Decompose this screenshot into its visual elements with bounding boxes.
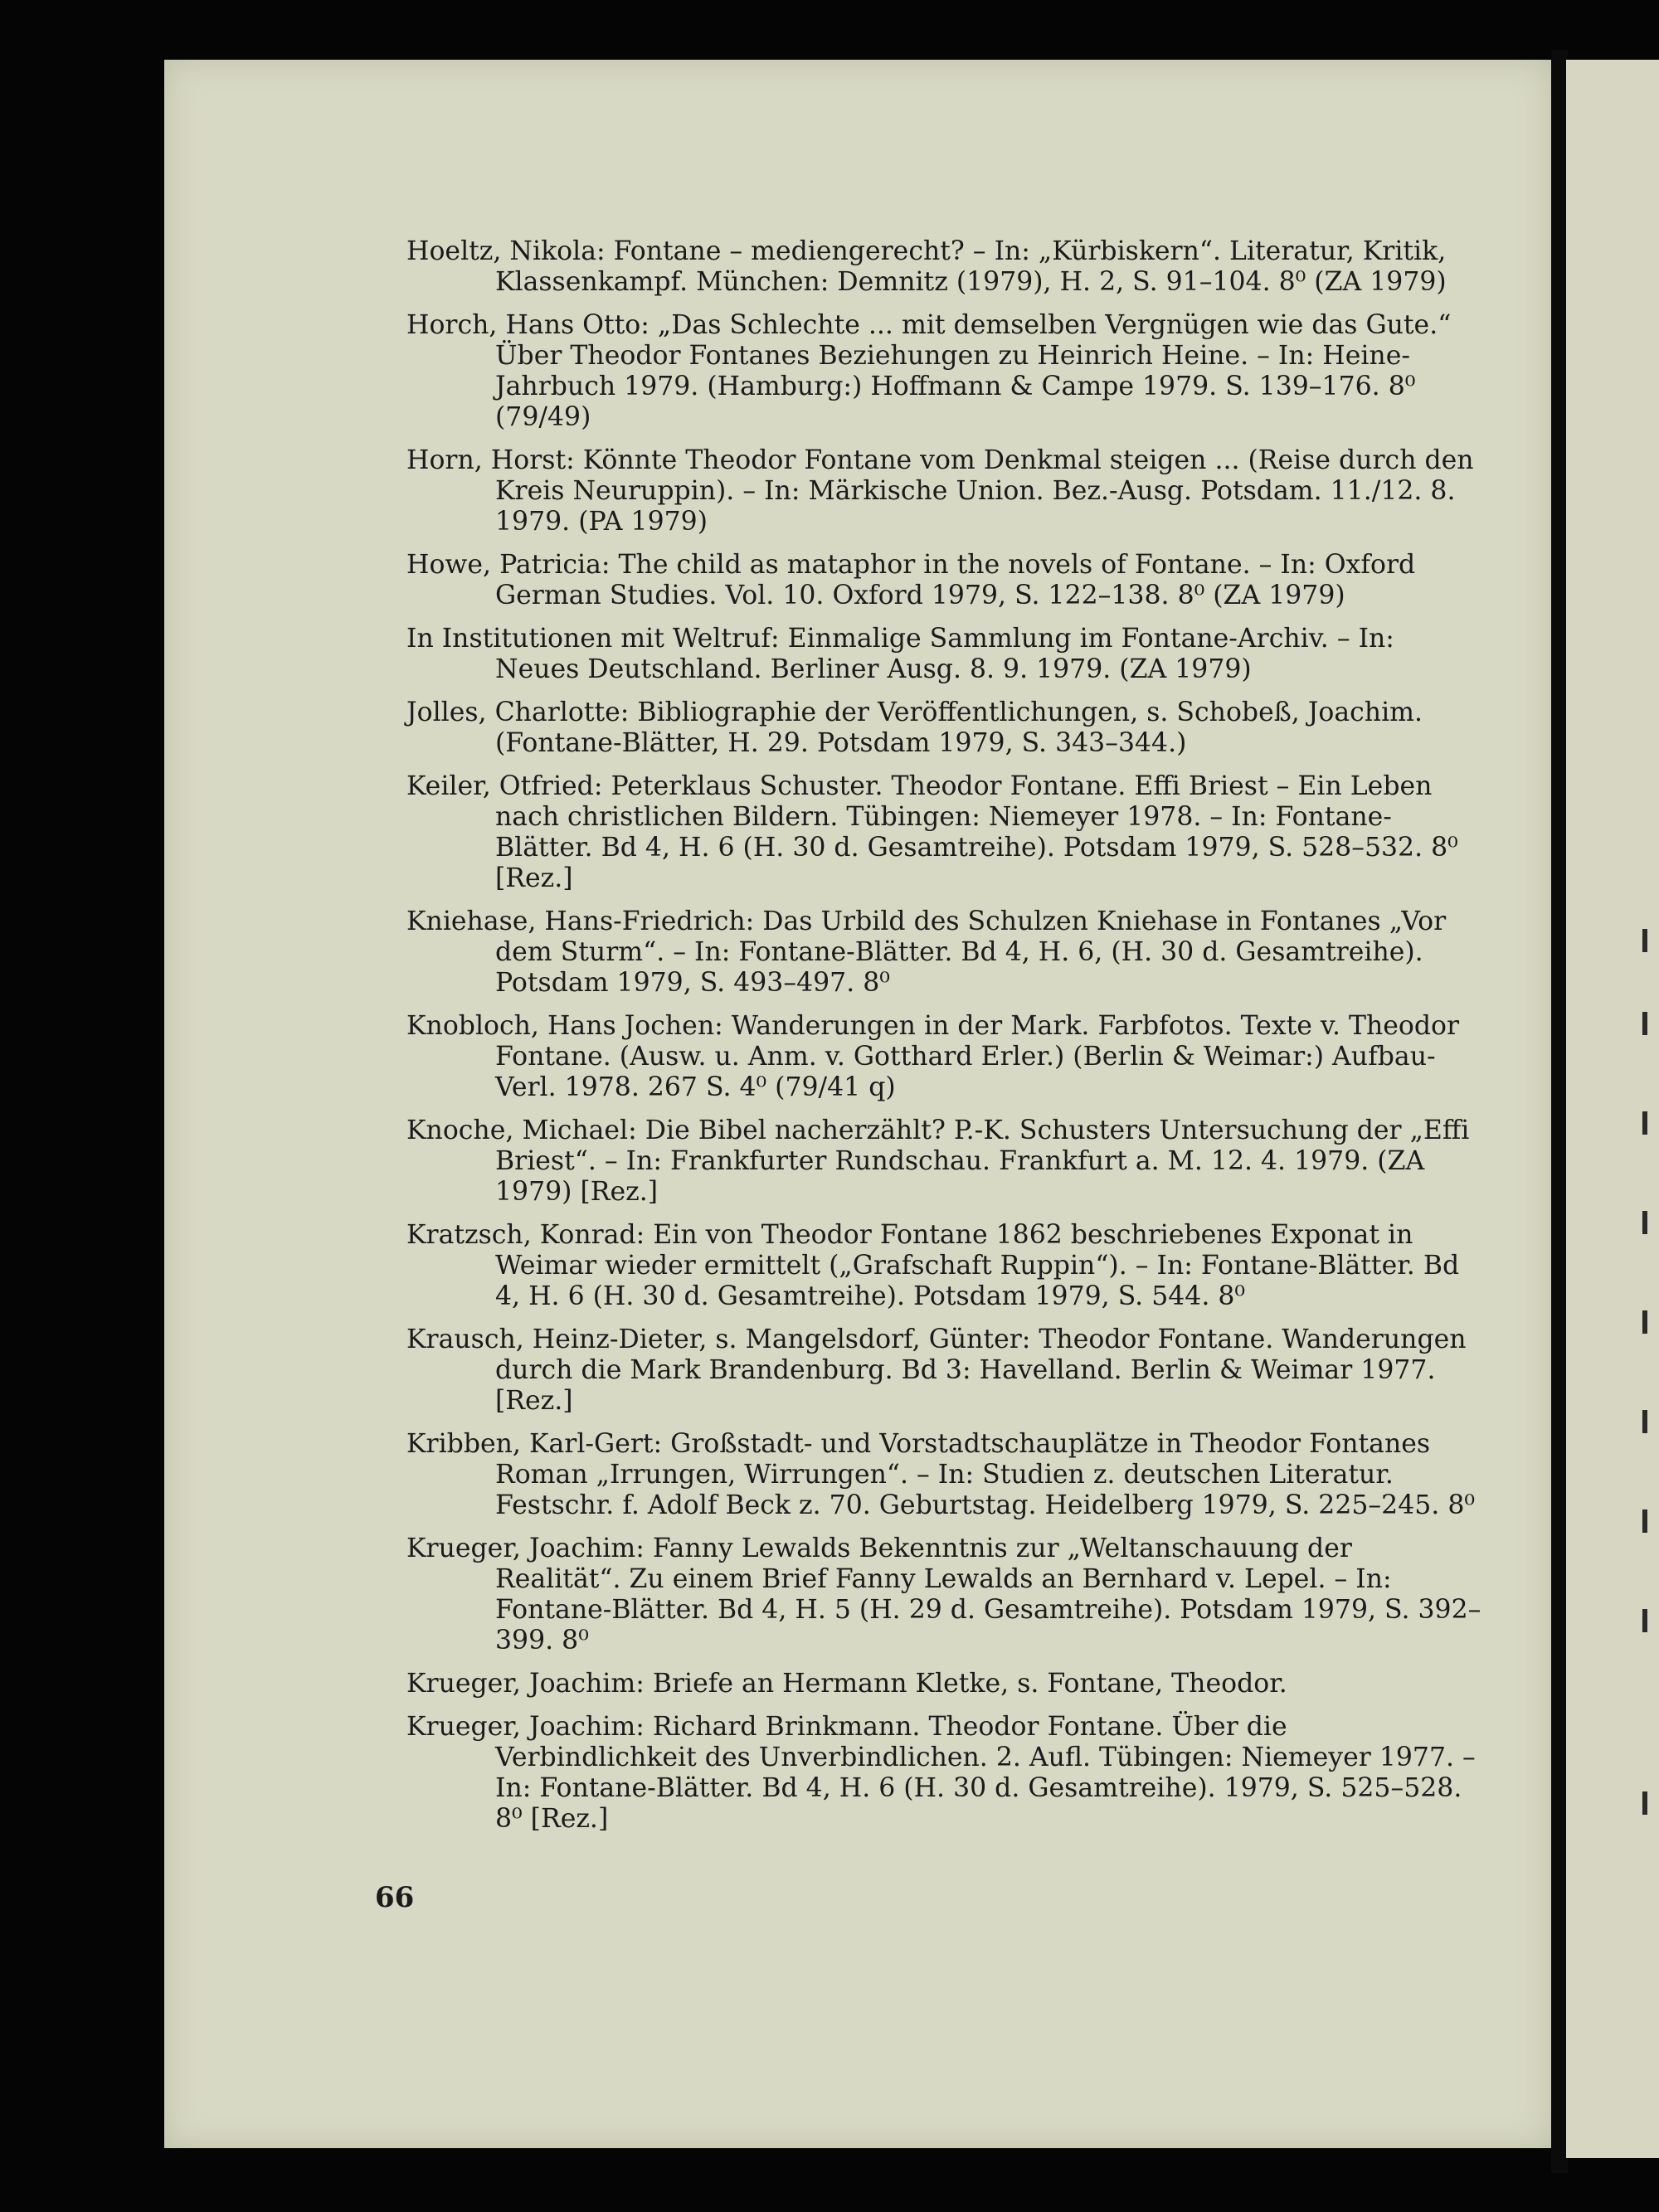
bibliography-entry: Horch, Hans Otto: „Das Schlechte ... mit demselben Vergnügen wie das Gute.“ Über Theodor Fontanes Beziehungen zu Heinrich Heine. – In: Heine-Jahrbuch 1979. (Hamburg:) Hoffmann & Campe 1979. S. 139–176. 8⁰ (79/49) (406, 310, 1452, 432)
bibliography-entry: Hoeltz, Nikola: Fontane – mediengerecht? – In: „Kürbiskern“. Literatur, Kritik, Klassenkampf. München: Demnitz (1979), H. 2, S. 91–104. 8⁰ (ZA 1979) (406, 236, 1447, 297)
text-fragment-mark (1642, 1791, 1647, 1815)
text-fragment-mark (1642, 1211, 1647, 1234)
bibliography-entry: Krausch, Heinz-Dieter, s. Mangelsdorf, Günter: Theodor Fontane. Wanderungen durch die Mark Brandenburg. Bd 3: Havelland. Berlin & Weimar 1977. [Rez.] (406, 1325, 1467, 1416)
bibliography-entry: In Institutionen mit Weltruf: Einmalige Sammlung im Fontane-Archiv. – In: Neues Deutschland. Berliner Ausg. 8. 9. 1979. (ZA 1979) (406, 624, 1394, 684)
bibliography-entry: Keiler, Otfried: Peterklaus Schuster. Theodor Fontane. Effi Briest – Ein Leben nach christlichen Bildern. Tübingen: Niemeyer 1978. – In: Fontane-Blätter. Bd 4, H. 6 (H. 30 d. Gesamtreihe). Potsdam 1979, S. 528–532. 8⁰ [Rez.] (406, 771, 1458, 893)
text-fragment-mark (1642, 929, 1647, 952)
bibliography-entry: Horn, Horst: Könnte Theodor Fontane vom Denkmal steigen ... (Reise durch den Kreis Neuruppin). – In: Märkische Union. Bez.-Ausg. Potsdam. 11./12. 8. 1979. (PA 1979) (406, 445, 1474, 537)
bibliography-entry: Knobloch, Hans Jochen: Wanderungen in der Mark. Farbfotos. Texte v. Theodor Fontane. (Ausw. u. Anm. v. Gotthard Erler.) (Berlin & Weimar:) Aufbau-Verl. 1978. 267 S. 4⁰ (79/41 q) (406, 1011, 1460, 1102)
page-gutter (1551, 50, 1568, 2173)
bibliography-list (406, 236, 1485, 1847)
bibliography-entry: Knoche, Michael: Die Bibel nacherzählt? P.-K. Schusters Untersuchung der „Effi Briest“. – In: Frankfurter Rundschau. Frankfurt a. M. 12. 4. 1979. (ZA 1979) [Rez.] (406, 1116, 1470, 1207)
bibliography-entry: Krueger, Joachim: Richard Brinkmann. Theodor Fontane. Über die Verbindlichkeit des Unverbindlichen. 2. Aufl. Tübingen: Niemeyer 1977. – In: Fontane-Blätter. Bd 4, H. 6 (H. 30 d. Gesamtreihe). 1979, S. 525–528. 8⁰ [Rez.] (406, 1712, 1476, 1834)
text-fragment-mark (1642, 1609, 1647, 1632)
text-fragment-mark (1642, 1510, 1647, 1533)
text-fragment-mark (1642, 1111, 1647, 1135)
bibliography-entry: Howe, Patricia: The child as mataphor in the novels of Fontane. – In: Oxford German Studies. Vol. 10. Oxford 1979, S. 122–138. 8⁰ (ZA 1979) (406, 550, 1416, 610)
bibliography-entry: Krueger, Joachim: Fanny Lewalds Bekenntnis zur „Weltanschauung der Realität“. Zu einem Brief Fanny Lewalds an Bernhard v. Lepel. – In: Fontane-Blätter. Bd 4, H. 5 (H. 29 d. Gesamtreihe). Potsdam 1979, S. 392–399. 8⁰ (406, 1534, 1481, 1655)
text-fragment-mark (1642, 1012, 1647, 1035)
bibliography-entry: Jolles, Charlotte: Bibliographie der Veröffentlichungen, s. Schobeß, Joachim. (Fontane-Blätter, H. 29. Potsdam 1979, S. 343–344.) (406, 698, 1423, 758)
page-number: 66 (375, 1881, 415, 1914)
text-fragment-mark (1642, 1310, 1647, 1334)
bibliography-entry: Krueger, Joachim: Briefe an Hermann Kletke, s. Fontane, Theodor. (406, 1669, 1287, 1699)
text-fragment-mark (1642, 1410, 1647, 1433)
bibliography-entry: Kniehase, Hans-Friedrich: Das Urbild des Schulzen Kniehase in Fontanes „Vor dem Sturm“. – In: Fontane-Blätter. Bd 4, H. 6, (H. 30 d. Gesamtreihe). Potsdam 1979, S. 493–497. 8⁰ (406, 907, 1447, 998)
bibliography-entry: Kratzsch, Konrad: Ein von Theodor Fontane 1862 beschriebenes Exponat in Weimar wieder ermittelt („Grafschaft Ruppin“). – In: Fontane-Blätter. Bd 4, H. 6 (H. 30 d. Gesamtreihe). Potsdam 1979, S. 544. 8⁰ (406, 1220, 1460, 1311)
facing-page-text-fragments (1642, 929, 1659, 1841)
bibliography-entry: Kribben, Karl-Gert: Großstadt- und Vorstadtschauplätze in Theodor Fontanes Roman „Irrungen, Wirrungen“. – In: Studien z. deutschen Literatur. Festschr. f. Adolf Beck z. 70. Geburtstag. Heidelberg 1979, S. 225–245. 8⁰ (406, 1429, 1476, 1520)
